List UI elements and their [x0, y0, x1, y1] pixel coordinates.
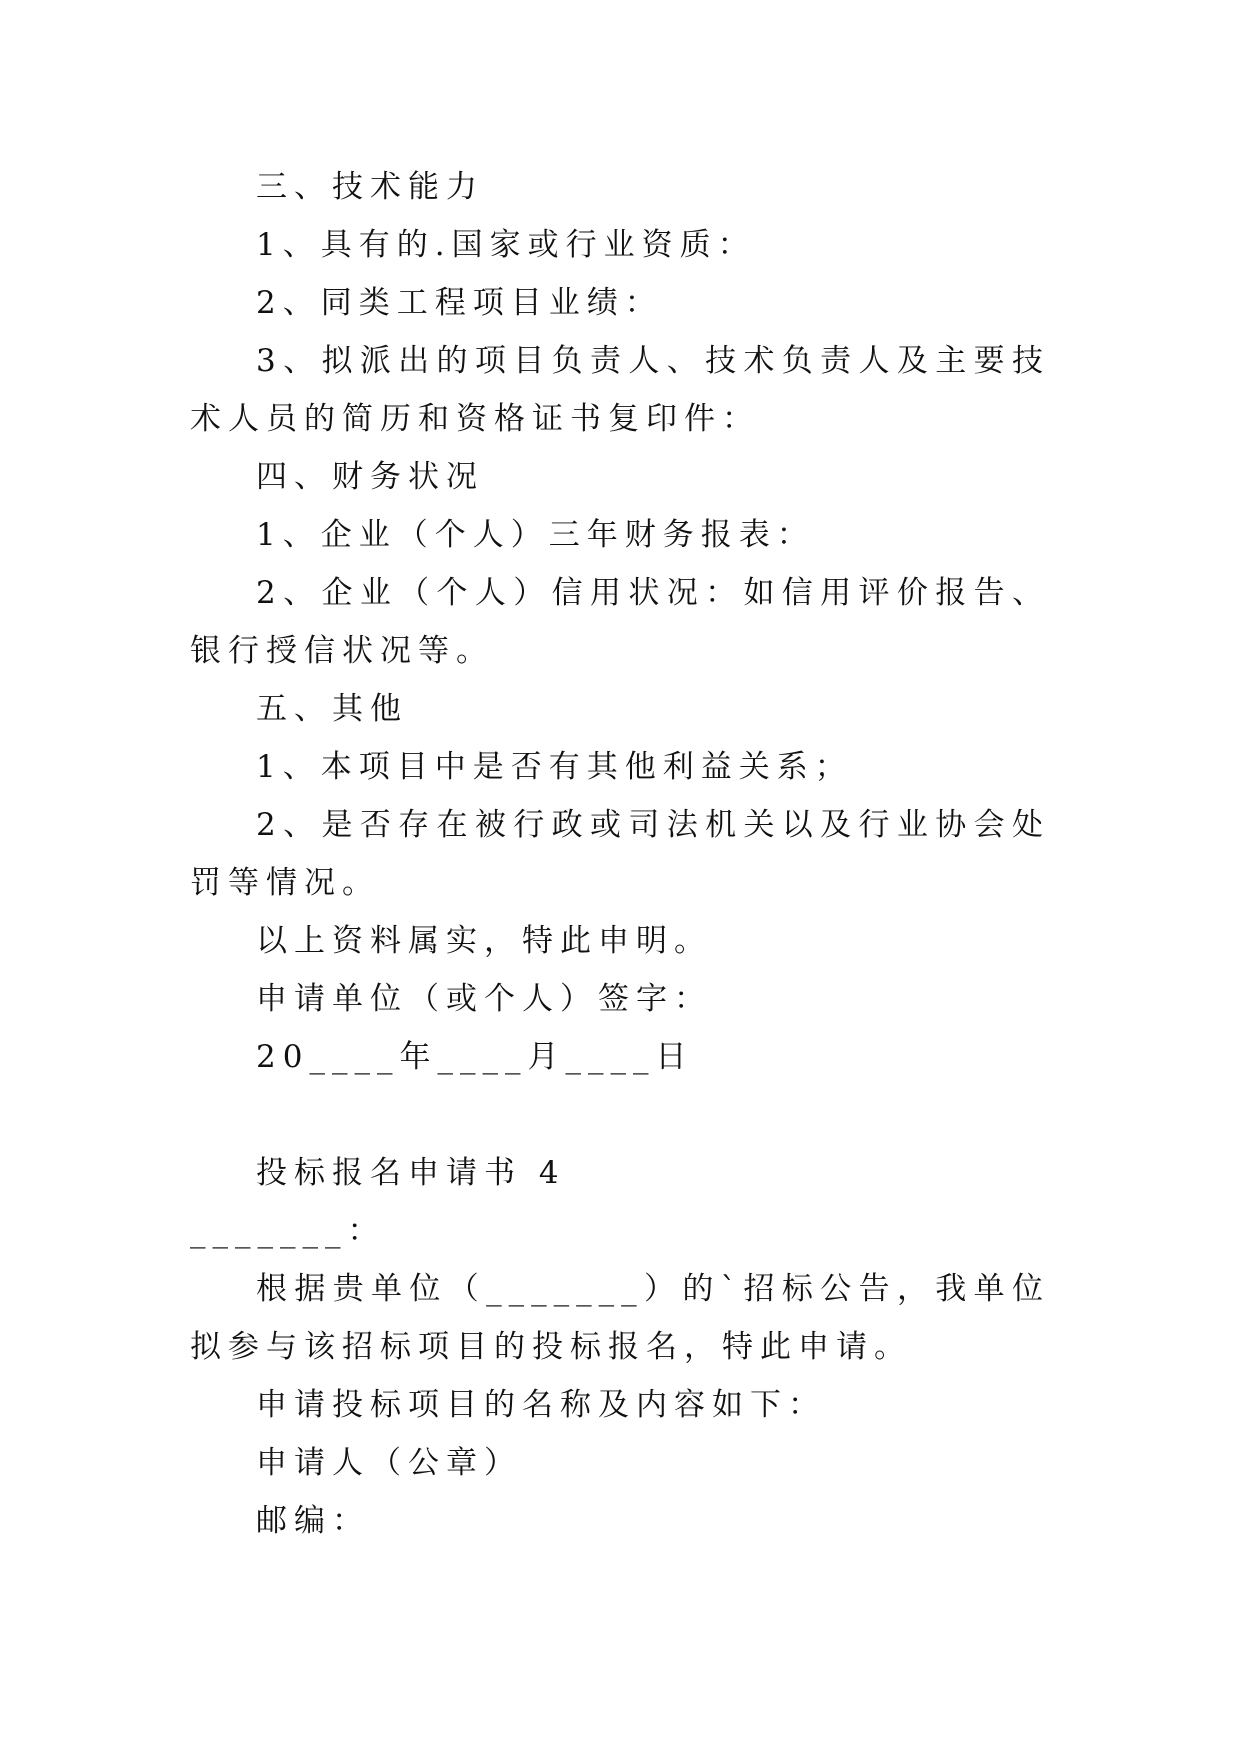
section5-item1: 1、本项目中是否有其他利益关系；	[256, 749, 853, 785]
section5-item2: 2、是否存在被行政或司法机关以及行业协会处罚等情况。	[190, 807, 1050, 901]
postcode-line: 邮编：	[256, 1503, 370, 1539]
signature-line: 申请单位（或个人）签字：	[256, 981, 712, 1017]
section4-heading: 四、财务状况	[256, 459, 484, 495]
body-paragraph-1: 根据贵单位（_______）的`招标公告，我单位拟参与该招标项目的投标报名，特此申请。	[190, 1271, 1050, 1365]
body-paragraph-2: 申请投标项目的名称及内容如下：	[256, 1387, 826, 1423]
document-body	[190, 158, 1050, 1550]
document-title: 投标报名申请书 4	[256, 1155, 566, 1191]
section3-item2: 2、同类工程项目业绩：	[256, 285, 663, 321]
declaration-text: 以上资料属实，特此申明。	[256, 923, 712, 959]
date-line: 20____年____月____日	[256, 1039, 694, 1075]
section3-item1: 1、具有的.国家或行业资质：	[256, 227, 756, 263]
section4-item1: 1、企业（个人）三年财务报表：	[256, 517, 815, 553]
section4-item2: 2、企业（个人）信用状况：如信用评价报告、银行授信状况等。	[190, 575, 1050, 669]
addressee-line: _______：	[190, 1213, 386, 1249]
applicant-line: 申请人（公章）	[256, 1445, 522, 1481]
section3-item3: 3、拟派出的项目负责人、技术负责人及主要技术人员的简历和资格证书复印件：	[190, 343, 1050, 437]
section-gap	[190, 1086, 1050, 1144]
section5-heading: 五、其他	[256, 691, 408, 727]
section3-heading: 三、技术能力	[256, 169, 484, 205]
